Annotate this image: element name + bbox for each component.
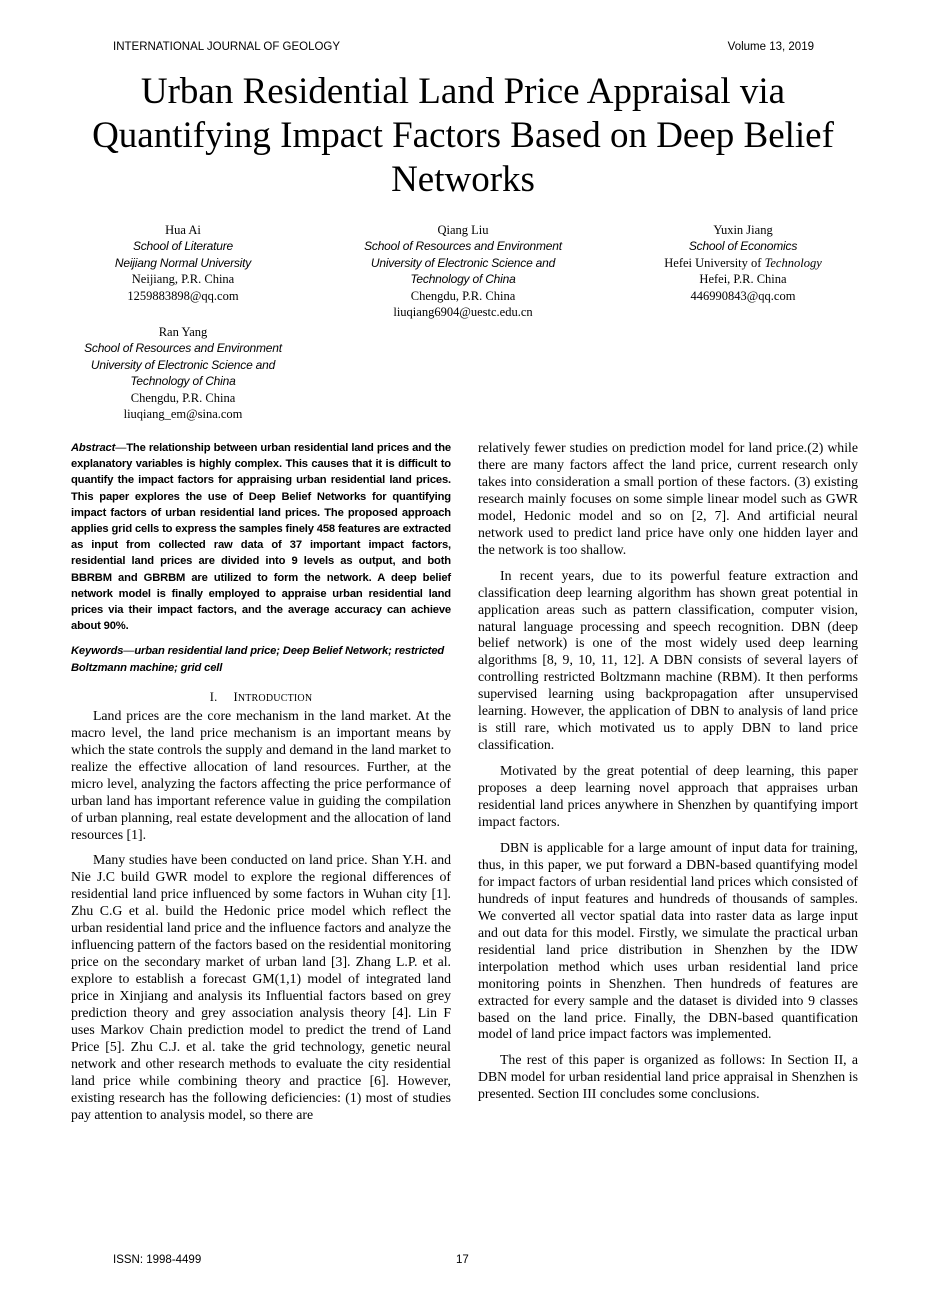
volume-info: Volume 13, 2019	[727, 41, 814, 53]
author-location: Neijiang, P.R. China	[131, 272, 235, 287]
abstract-text: The relationship between urban residential land prices and the explanatory variables is highly complex. This causes that it is difficult to quantify the impact factors for appraising urban residential land prices. This paper explores the use of Deep Belief Networks for quantifying impact factors of urban residential land prices. The proposed approach applies grid cells to express the samples finely 458 features are extracted as input from collected raw data of 37 important impact factors, residential land prices are divided into 9 levels as output, and both BBRBM and GBRBM are utilized to form the network. A deep belief network model is finally employed to appraise urban residential land prices via their impact factors, and the average accuracy can achieve about 90%.	[71, 442, 451, 633]
section-number: I.	[209, 689, 218, 704]
author-affiliation: University of Electronic Science and	[90, 357, 276, 372]
author-affiliation: School of Resources and Environment	[84, 341, 282, 356]
author-name: Yuxin Jiang	[713, 223, 773, 237]
title-line-2: Quantifying Impact Factors Based on Deep Belief	[92, 115, 834, 156]
author-email: liuqiang_em@sina.com	[123, 407, 243, 422]
section-title: INTRODUCTION	[233, 689, 313, 704]
paragraph: Many studies have been conducted on land price. Shan Y.H. and Nie J.C build GWR model to explore the regional differences of residential land price influenced by some factors in Wuhan city [1]. Zhu C.G et al. build the Hedonic price model which reflect the urban residential land price and the influence factors and analyze the influencing pattern of the factors based on the residential monitoring price on the secondary market of urban land [3]. Zhang L.P. et al. explore to establish a forecast GM(1,1) model of integrated land price in Xinjiang and analysis its Influential factors based on grey prediction theory and grey association analysis theory [4]. Lin F uses Markov Chain prediction model to predict the trend of Land Price [5]. Zhu C.J. et al. take the grid technology, genetic neural network and other research methods to evaluate the city residential land price while combining theory and practice [6]. However, existing research has the following deficiencies: (1) most of studies pay attention to analysis model, so there are	[71, 852, 451, 1122]
author-name: Qiang Liu	[437, 223, 489, 237]
author-email: 446990843@qq.com	[690, 288, 796, 303]
author-affiliation: School of Resources and Environment	[364, 239, 562, 254]
paragraph-continuation: relatively fewer studies on prediction model for land price.(2) while there are many factors affect the land price, current research only takes into consideration a small portion of these factors. (3) existing research mainly focuses on some simple linear model such as GWR model, Hedonic model and so on [2, 7]. And artificial neural network used to predict land price have only one hidden layer and the network is too shallow.	[478, 440, 858, 557]
affiliation-prefix: Hefei University of	[664, 255, 765, 270]
author-affiliation: School of Literature	[132, 239, 234, 254]
abstract-dash: —	[115, 442, 127, 454]
keywords-text: urban residential land price; Deep Belief Network; restricted Boltzmann machine; grid cell	[71, 645, 445, 674]
author-email: 1259883898@qq.com	[127, 288, 239, 303]
author-location: Hefei, P.R. China	[699, 272, 787, 287]
section-title-rest: NTRODUCTION	[237, 692, 313, 704]
paragraph: Motivated by the great potential of deep learning, this paper proposes a deep learning novel approach that appraises urban residential land prices anywhere in Shenzhen by quantifying import impact factors.	[478, 763, 858, 830]
author-email: liuqiang6904@uestc.edu.cn	[393, 305, 533, 320]
paragraph: In recent years, due to its powerful feature extraction and classification deep learning algorithm has shown great potential in application areas such as pattern classification, computer vision, natural language processing and speech recognition. DBN (deep belief network) is one of the most widely used deep learning algorithms [8, 9, 10, 11, 12]. A DBN consists of several layers of controlling restricted Boltzmann machine (RBM). It then performs supervised learning using backpropagation after unsupervised learning. However, the application of DBN to analysis of land price is still rare, which motivated us to apply DBN to land price classification.	[478, 567, 858, 753]
left-column	[71, 440, 451, 1133]
title-line-1: Urban Residential Land Price Appraisal via	[140, 71, 786, 112]
section-heading	[71, 690, 451, 705]
author-location: Chengdu, P.R. China	[410, 288, 516, 303]
affiliation-suffix: Technology	[764, 255, 822, 270]
author-block	[53, 324, 313, 422]
author-name: Ran Yang	[158, 325, 208, 339]
author-affiliation: University of Electronic Science and	[370, 255, 556, 270]
author-name: Hua Ai	[165, 223, 201, 237]
journal-name: INTERNATIONAL JOURNAL OF GEOLOGY	[113, 41, 341, 53]
paragraph: DBN is applicable for a large amount of input data for training, thus, in this paper, we put forward a DBN-based quantifying model for impact factors of urban residential land prices which consisted of hundreds of input features and hundreds of thousands of samples. We converted all vector spatial data into raster data as large input and out data for this model. Firstly, we simulate the practical urban residential land price distribution in Shenzhen by the IDW interpolation method which uses urban residential land price monitoring points in Shenzhen. Then hundreds of features are extracted for every sample and the dataset is divided into 9 classes based on the land price. Finally, the DBN-based quantification model of land price impact factors was implemented.	[478, 839, 858, 1042]
author-affiliation: Neijiang Normal University	[114, 255, 252, 270]
keywords	[71, 643, 451, 675]
abstract	[71, 440, 451, 634]
title-line-3: Networks	[391, 159, 535, 200]
author-block	[333, 222, 593, 320]
page-number: 17	[456, 1254, 469, 1266]
author-block	[53, 222, 313, 304]
paragraph: Land prices are the core mechanism in the land market. At the macro level, the land price mechanism is an important means by which the state controls the supply and demand in the land market to realize the effective allocation of land resources. Further, at the micro level, analyzing the factors affecting the price performance of urban land has important reference value in guiding the compilation of urban planning, real estate development and the allocation of land resources [1].	[71, 707, 451, 842]
abstract-label: Abstract	[71, 442, 116, 454]
author-affiliation: School of Economics	[688, 239, 798, 254]
footer-issn: ISSN: 1998-4499	[113, 1254, 202, 1266]
author-affiliation	[613, 255, 873, 271]
author-location: Chengdu, P.R. China	[130, 390, 236, 405]
author-affiliation: Technology of China	[410, 272, 516, 287]
right-column	[478, 440, 858, 1112]
author-affiliation: Technology of China	[130, 374, 236, 389]
author-block	[613, 222, 873, 304]
paragraph: The rest of this paper is organized as follows: In Section II, a DBN model for urban residential land price appraisal in Shenzhen is presented. Section III concludes some conclusions.	[478, 1052, 858, 1102]
keywords-dash: —	[123, 645, 135, 658]
paper-title	[60, 70, 866, 202]
keywords-label: Keywords	[71, 645, 124, 658]
